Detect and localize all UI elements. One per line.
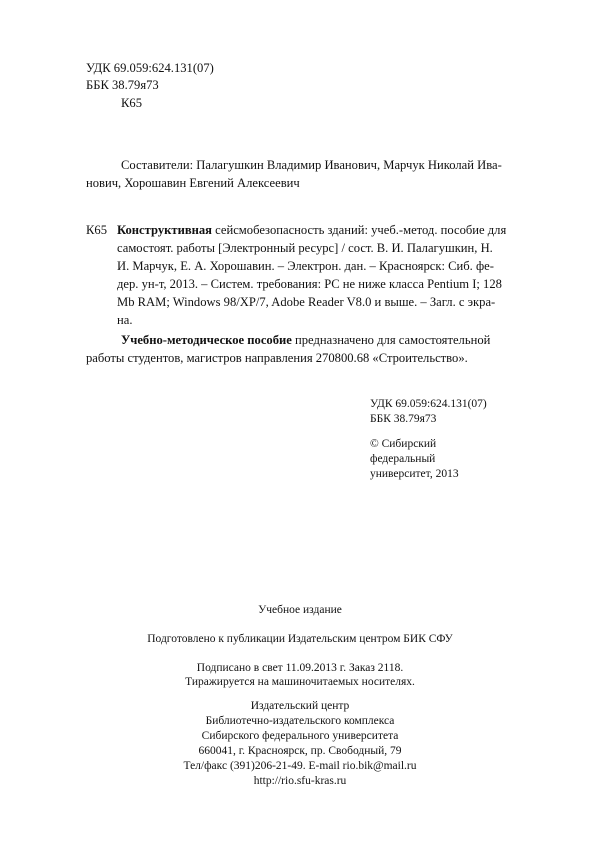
bibliography-line-2: самостоят. работы [Электронный ресурс] / сост. В. И. Палагушкин, Н.: [117, 241, 493, 255]
bibliography-title-bold: Конструктивная: [117, 223, 212, 237]
bibliography-line-1-rest: сейсмобезопасность зданий: учеб.-метод. пособие для: [212, 223, 507, 237]
imprint-signed: Подписано в свет 11.09.2013 г. Заказ 2118.: [196, 662, 404, 674]
copyright-line-2: федеральный: [370, 453, 436, 465]
bibliography-code: К65: [86, 223, 107, 237]
bibliography-line-5: Mb RAM; Windows 98/XP/7, Adobe Reader V8.0 и выше. – Загл. с экра-: [117, 295, 496, 309]
bibliography-line-4: дер. ун-т, 2013. – Систем. требования: PC не ниже класса Pentium I; 128: [117, 277, 502, 291]
annotation-line-1: [121, 332, 490, 348]
compilers-line-1: Составители: Палагушкин Владимир Иванович, Марчук Николай Ива-: [121, 158, 502, 172]
publisher-line-2: Библиотечно-издательского комплекса: [205, 715, 395, 727]
imprint-edition: Учебное издание: [258, 604, 342, 616]
imprint-prepared: Подготовлено к публикации Издательским центром БИК СФУ: [147, 633, 453, 645]
annotation-line-1-rest: предназначено для самостоятельной: [291, 333, 491, 347]
bibliography-line-6: на.: [117, 313, 133, 327]
copyright-line-1: © Сибирский: [370, 438, 437, 450]
copyright-line-3: университет, 2013: [370, 468, 459, 480]
publisher-contacts: Тел/факс (391)206-21-49. E-mail rio.bik@mail.ru: [183, 760, 417, 772]
annotation-line-2: работы студентов, магистров направления 270800.68 «Строительство».: [86, 351, 468, 365]
right-udk: УДК 69.059:624.131(07): [370, 398, 487, 410]
annotation-bold: Учебно-методическое пособие: [121, 333, 292, 347]
publisher-site[interactable]: http://rio.sfu-kras.ru: [253, 775, 347, 787]
bbk-code: ББК 38.79я73: [86, 78, 159, 92]
publisher-address: 660041, г. Красноярск, пр. Свободный, 79: [198, 745, 402, 757]
bibliography-line-1: [117, 222, 506, 238]
udk-code: УДК 69.059:624.131(07): [86, 61, 214, 75]
compilers-line-2: нович, Хорошавин Евгений Алексеевич: [86, 176, 300, 190]
publisher-line-1: Издательский центр: [250, 700, 350, 712]
bibliography-line-3: И. Марчук, Е. А. Хорошавин. – Электрон. дан. – Красноярск: Сиб. фе-: [117, 259, 494, 273]
right-bbk: ББК 38.79я73: [370, 413, 437, 425]
imprint-copies: Тиражируется на машиночитаемых носителях.: [185, 676, 415, 688]
author-sign: К65: [121, 96, 142, 110]
publisher-line-3: Сибирского федерального университета: [201, 730, 399, 742]
